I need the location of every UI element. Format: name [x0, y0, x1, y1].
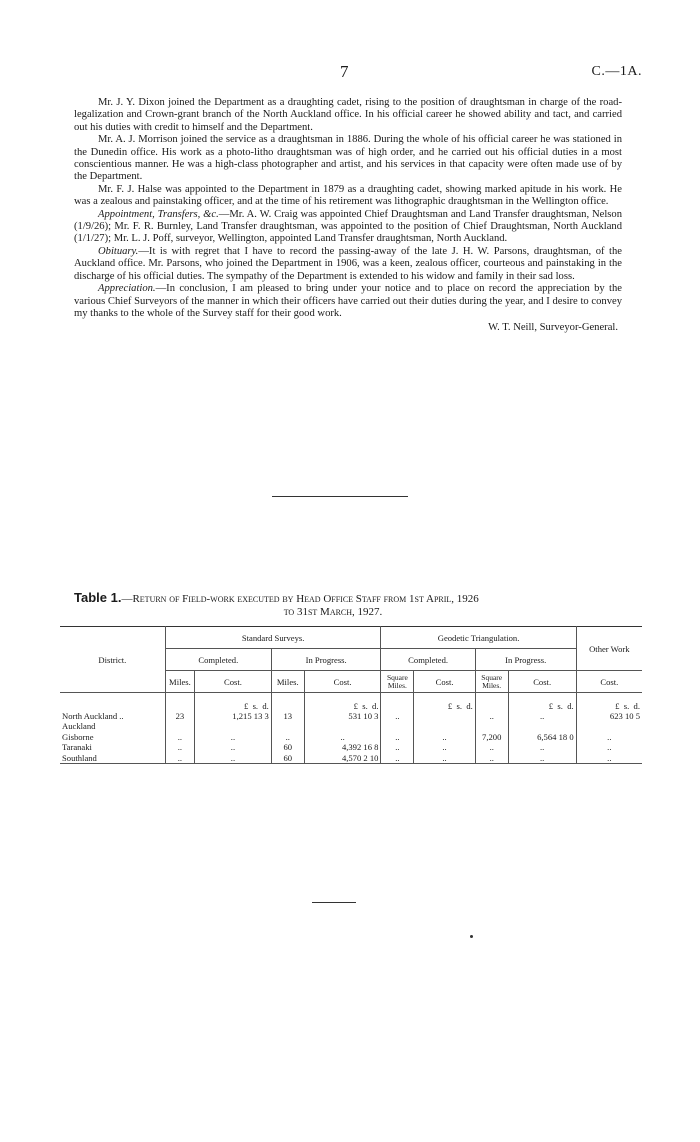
header-square-miles: Square Miles. [475, 671, 508, 693]
header-cost: Cost. [195, 671, 272, 693]
paragraph-obituary [74, 246, 622, 283]
header-cost: Cost. [414, 671, 475, 693]
header-cost: Cost. [304, 671, 381, 693]
table-row: Southland .. .. 60 4,570 2 10 .. .. .. .. .. [60, 753, 642, 764]
currency-label: £ s. d. [615, 700, 640, 711]
page-number: 7 [340, 62, 349, 81]
currency-label: £ s. d. [414, 693, 475, 711]
body-text [74, 97, 622, 335]
paragraph-halse: Mr. F. J. Halse was appointed to the Department in 1879 as a draughting cadet, showing marked apitude in his work. He was a zealous and painstaking officer, and at the time of his retirement was lithographic draughtsman in the Wellington office. [74, 183, 622, 208]
paragraph-morrison: Mr. A. J. Morrison joined the service as a draughtsman in 1886. During the whole of his official career he was stationed in the Dunedin office. His work as a photo-litho draughtsman was of high order, and he carried out his official duties in a most conscientious manner. He was a high-class photographer and artist, and his services in that capacity were often made use of by the Department. [74, 134, 622, 183]
paragraph-appointments [74, 209, 622, 246]
header-cost: Cost. [508, 671, 576, 693]
table-row: Taranaki .. .. 60 4,392 16 8 .. .. .. .. .. [62, 742, 612, 753]
header-standard-surveys: Standard Surveys. [165, 627, 381, 649]
header-std-completed: Completed. [165, 649, 271, 671]
fieldwork-table [60, 626, 642, 764]
table-label: Table 1. [74, 590, 122, 605]
table-row: Gisborne .. .. .. .. .. .. 7,200 6,564 18 0 .. [62, 731, 612, 742]
obituary-text: —It is with regret that I have to record the passing-away of the late J. H. W. Parsons, draughtsman, of the Auckland office. Mr. Parsons, who joined the Department in 1906, was a keen, zealous officer, courteous and painstaking in the discharge of his official duties. The sympathy of the Department is extended to his widow and family in their sad loss. [74, 245, 622, 282]
currency-label: £ s. d. [304, 693, 381, 711]
document-series: C.—1A. [591, 64, 642, 79]
header-miles: Miles. [271, 671, 304, 693]
appointments-text: —Mr. A. W. Craig was appointed Chief Draughtsman and Land Transfer draughtsman, Nelson (1/9/26); Mr. F. R. Burnley, Land Transfer draughtsman, was appointed to the position of Chief Draughtsman, North Auckland (1/1/27); Mr. L. J. Poff, surveyor, Wellington, appointed Land Transfer draughtsman, North Auckland. [74, 208, 622, 245]
header-std-in-progress: In Progress. [271, 649, 381, 671]
header-district: District. [60, 627, 165, 693]
end-divider [312, 902, 356, 903]
currency-label: £ s. d. [508, 693, 576, 711]
table-row: Auckland [60, 721, 642, 732]
table-title-line1: —Return of Field-work executed by Head Office Staff from 1st April, 1926 [121, 593, 479, 605]
obituary-heading: Obituary. [98, 245, 139, 257]
appreciation-text: —In conclusion, I am pleased to bring under your notice and to place on record the appreciation by the various Chief Surveyors of the manner in which their officers have carried out their duties during the year, and I desire to convey my thanks to the whole of the Survey staff for their good work. [74, 283, 622, 319]
header-cost: Cost. [600, 676, 619, 687]
header-geo-in-progress: In Progress. [475, 649, 576, 671]
header-other-work: Other Work [576, 627, 642, 671]
header-geo-completed: Completed. [381, 649, 475, 671]
header-miles: Miles. [165, 671, 194, 693]
header-square-miles: Square Miles. [381, 671, 414, 693]
paragraph-dixon: Mr. J. Y. Dixon joined the Department as a draughting cadet, rising to the position of draughtsman in charge of the road-legalization and Crown-grant branch of the North Auckland office. In his official career he showed ability and tact, and carried out his duties with credit to himself and the Department. [74, 97, 622, 133]
section-divider [272, 496, 408, 497]
ink-speck [470, 935, 473, 938]
paragraph-appreciation [74, 283, 622, 320]
header-geodetic: Geodetic Triangulation. [381, 627, 576, 649]
appreciation-heading: Appreciation. [98, 283, 156, 295]
table-caption [74, 591, 622, 619]
appointments-heading: Appointment, Transfers, &c. [98, 208, 219, 220]
currency-row [60, 693, 642, 711]
currency-label: £ s. d. [195, 693, 272, 711]
table-row: North Auckland .. 23 1,215 13 3 13 531 10 3 .. .. .. 623 10 5 [62, 710, 640, 721]
signature: W. T. Neill, Surveyor-General. [488, 322, 618, 334]
table-title-line2: to 31st March, 1927. [283, 606, 383, 618]
